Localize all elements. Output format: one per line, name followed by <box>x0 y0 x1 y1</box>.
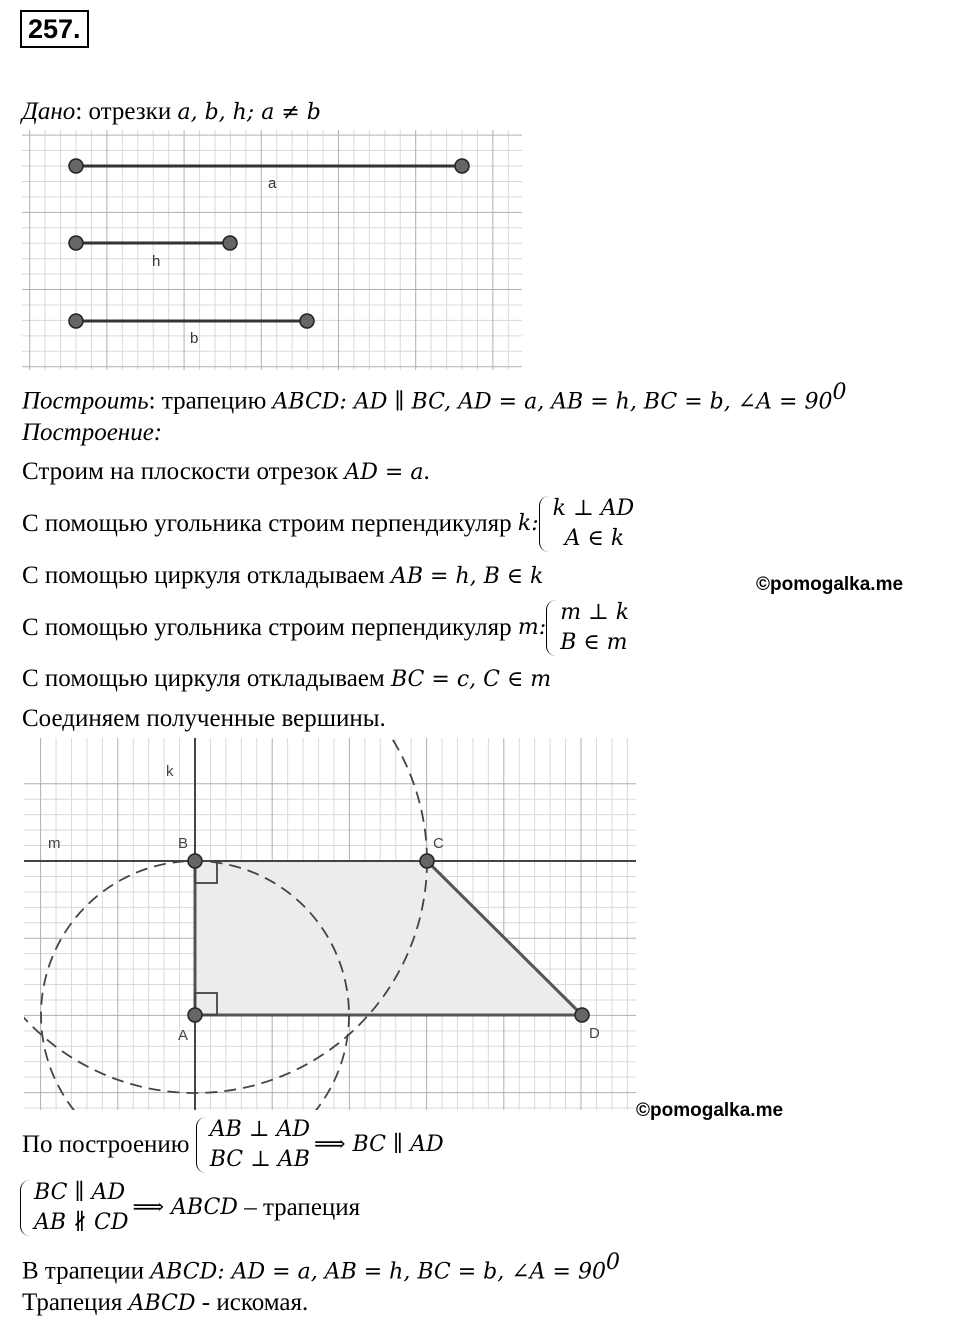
step-1-text: Строим на плоскости отрезок <box>22 458 345 485</box>
step-4-system-row-1: m ⊥ k <box>560 600 630 625</box>
step-2-text: С помощью угольника строим перпендикуляр <box>22 510 518 537</box>
proof-line-3-math: ABCD: AD = a, AB = h, BC = b, ∠A = 90 <box>150 1259 606 1285</box>
point-D <box>575 1008 589 1022</box>
step-4-text: С помощью угольника строим перпендикуляр <box>22 614 518 641</box>
proof-line-3-text: В трапеции <box>22 1257 151 1285</box>
proof-line-2-tail: – трапеция <box>237 1194 361 1221</box>
proof-line-1-result: ⟹ BC ∥ AD <box>313 1132 444 1157</box>
step-1 <box>22 457 430 488</box>
construct-text: : трапецию <box>148 387 273 415</box>
step-5-math: BC = c, C ∈ m <box>390 667 552 692</box>
proof-line-3 <box>22 1248 620 1287</box>
step-5-text: С помощью циркуля откладываем <box>22 665 391 692</box>
point-A <box>188 1008 202 1022</box>
step-4-math: m: <box>517 615 547 640</box>
segment-a-start-point <box>69 159 83 173</box>
segments-figure <box>22 130 522 370</box>
step-2-system-row-2: A ∈ k <box>564 526 625 551</box>
label-h: h <box>152 253 161 270</box>
label-B: B <box>178 835 189 852</box>
proof-line-1-system-row-2: BC ⊥ AB <box>209 1147 310 1172</box>
proof-line-1-system <box>196 1115 310 1175</box>
proof-line-1-system-row-1: AB ⊥ AD <box>209 1117 310 1142</box>
step-2 <box>22 494 634 554</box>
step-4-system-row-2: B ∈ m <box>560 630 628 655</box>
given-label: Дано <box>22 98 76 125</box>
proof-line-2-system <box>20 1178 128 1238</box>
construct-line <box>22 378 846 417</box>
watermark-2: ©pomogalka.me <box>636 1100 784 1121</box>
step-3 <box>22 561 543 592</box>
label-C: C <box>433 835 444 852</box>
step-2-system-row-1: k ⊥ AD <box>552 496 635 521</box>
given-text: : отрезки <box>75 98 178 125</box>
label-D: D <box>589 1025 600 1042</box>
construction-label: Построение: <box>22 419 163 446</box>
given-line <box>22 97 321 128</box>
step-1-math: AD = a <box>344 460 424 485</box>
point-C <box>420 854 434 868</box>
segment-b-start-point <box>69 314 83 328</box>
proof-line-2-system-row-2: AB ∦ CD <box>34 1210 129 1235</box>
proof-line-1-text: По построению <box>22 1131 196 1158</box>
problem-number: 257. <box>20 10 89 48</box>
step-4 <box>22 598 629 658</box>
proof-line-4-text: Трапеция <box>22 1289 129 1316</box>
given-math: a, b, h; a ≠ b <box>177 100 321 125</box>
label-b: b <box>190 330 199 347</box>
label-k: k <box>166 763 174 780</box>
proof-line-3-sup: 0 <box>605 1250 620 1275</box>
step-4-system <box>546 598 629 658</box>
step-2-math: k: <box>517 511 539 536</box>
watermark-1: ©pomogalka.me <box>756 574 904 595</box>
step-3-math: AB = h, B ∈ k <box>390 564 544 589</box>
construct-label: Построить <box>22 387 149 415</box>
proof-line-4-math: ABCD <box>128 1291 196 1316</box>
segment-a-end-point <box>455 159 469 173</box>
construct-sup: 0 <box>832 380 847 405</box>
step-5 <box>22 664 551 695</box>
proof-line-4-tail: - искомая. <box>195 1289 309 1316</box>
proof-line-2-system-row-1: BC ∥ AD <box>34 1180 126 1205</box>
trapezoid-figure <box>24 738 636 1110</box>
proof-line-2 <box>20 1178 360 1238</box>
segment-h-end-point <box>223 236 237 250</box>
label-A: A <box>178 1027 189 1044</box>
step-6: Соединяем полученные вершины. <box>22 705 386 732</box>
step-2-system <box>539 494 635 554</box>
label-a: a <box>268 175 277 192</box>
step-1-tail: . <box>423 458 430 485</box>
segment-h-start-point <box>69 236 83 250</box>
proof-line-2-result: ⟹ ABCD <box>132 1195 238 1220</box>
point-B <box>188 854 202 868</box>
segment-b-end-point <box>300 314 314 328</box>
construct-math: ABCD: AD ∥ BC, AD = a, AB = h, BC = b, ∠A = 90 <box>272 389 833 415</box>
proof-line-4 <box>22 1288 308 1319</box>
step-3-text: С помощью циркуля откладываем <box>22 562 391 589</box>
proof-line-1 <box>22 1115 444 1175</box>
label-m: m <box>48 835 61 852</box>
